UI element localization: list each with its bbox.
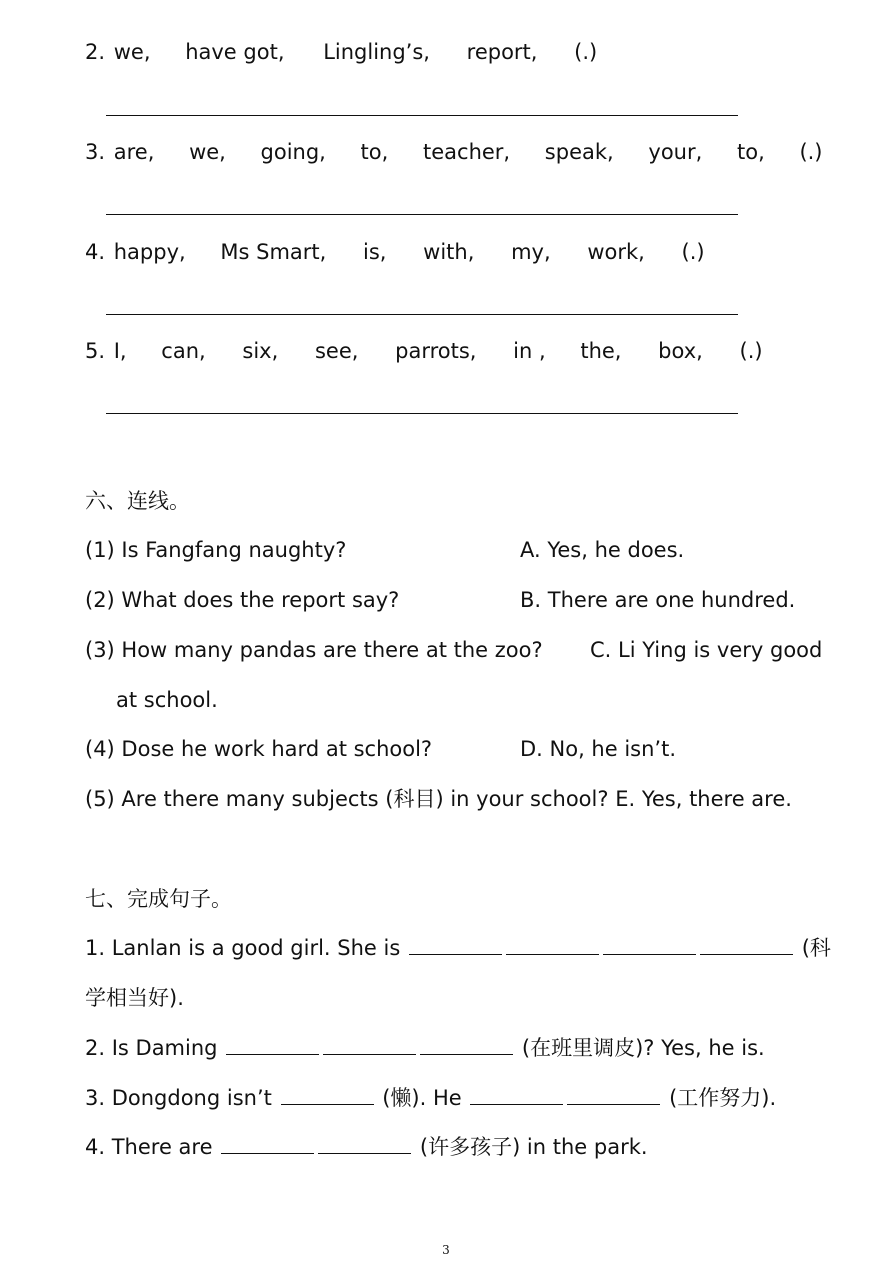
word: to, [736,140,765,164]
word: work, [587,240,645,264]
word: in , [513,339,546,363]
word: are, [113,140,155,164]
match-answer-d: D. No, he isn’t. [520,737,677,761]
word: (.) [681,240,705,264]
word: box, [658,339,703,363]
item-number: 4. [85,240,106,264]
item-number: 2. [85,40,106,64]
blank[interactable] [281,1084,374,1105]
match-question-5 [85,785,792,813]
match-answer-b: B. There are one hundred. [520,588,796,612]
word: parrots, [395,339,477,363]
word: speak, [544,140,614,164]
word: your, [648,140,703,164]
blank[interactable] [409,934,502,955]
word: (.) [739,339,763,363]
sentence-4 [85,1133,648,1161]
answer-line[interactable] [106,115,738,116]
match-answer-c: C. Li Ying is very good [590,638,823,662]
blank[interactable] [420,1034,513,1055]
word: Lingling’s, [323,40,430,64]
section-6-heading: 六、连线。 [85,489,190,513]
reorder-item-2 [85,38,597,66]
answer-line[interactable] [106,413,738,414]
word: to, [360,140,389,164]
blank[interactable] [318,1133,411,1154]
match-question-1: (1) Is Fangfang naughty? [85,538,347,562]
word: with, [423,240,475,264]
blank[interactable] [506,934,599,955]
word: (.) [574,40,598,64]
word: I, [113,339,127,363]
page-number: 3 [442,1243,450,1257]
reorder-item-3 [85,138,823,166]
blank[interactable] [470,1084,563,1105]
blank[interactable] [323,1034,416,1055]
blank[interactable] [700,934,793,955]
item-number: 3. [85,140,106,164]
word: we, [113,40,151,64]
word: (.) [799,140,823,164]
item-number: 5. [85,339,106,363]
match-question-3: (3) How many pandas are there at the zoo? [85,638,543,662]
reorder-item-5 [85,337,763,365]
chinese-hint: (在班里调皮)? Yes, he is. [521,1036,765,1060]
chinese-hint: (工作努力). [669,1086,777,1110]
sentence-text: 3. Dongdong isn’t [85,1086,272,1110]
sentence-1 [85,934,831,962]
sentence-1-continued: 学相当好). [85,986,184,1010]
word: have got, [185,40,285,64]
blank[interactable] [221,1133,314,1154]
word: report, [466,40,538,64]
sentence-text: 2. Is Daming [85,1036,218,1060]
word: we, [189,140,226,164]
reorder-item-4 [85,238,705,266]
word: the, [580,339,622,363]
blank[interactable] [226,1034,319,1055]
question-text: (5) Are there many subjects (科目) in your school? [85,787,609,811]
match-answer-a: A. Yes, he does. [520,538,685,562]
word: teacher, [423,140,511,164]
match-question-2: (2) What does the report say? [85,588,400,612]
match-question-4: (4) Dose he work hard at school? [85,737,433,761]
sentence-text: 1. Lanlan is a good girl. She is [85,936,401,960]
word: going, [260,140,326,164]
chinese-hint: (科 [801,936,831,960]
word: Ms Smart, [220,240,327,264]
match-answer-c-continued: at school. [116,688,218,712]
section-7-heading: 七、完成句子。 [85,887,232,911]
answer-line[interactable] [106,314,738,315]
word: happy, [113,240,186,264]
blank[interactable] [567,1084,660,1105]
word: see, [314,339,359,363]
word: is, [363,240,387,264]
word: six, [242,339,279,363]
blank[interactable] [603,934,696,955]
word: can, [161,339,206,363]
chinese-hint: (许多孩子) in the park. [419,1135,648,1159]
answer-line[interactable] [106,214,738,215]
match-answer-e: E. Yes, there are. [615,787,792,811]
sentence-text: 4. There are [85,1135,213,1159]
word: my, [511,240,551,264]
chinese-hint: (懒). He [382,1086,462,1110]
sentence-2 [85,1034,765,1062]
sentence-3 [85,1084,776,1112]
